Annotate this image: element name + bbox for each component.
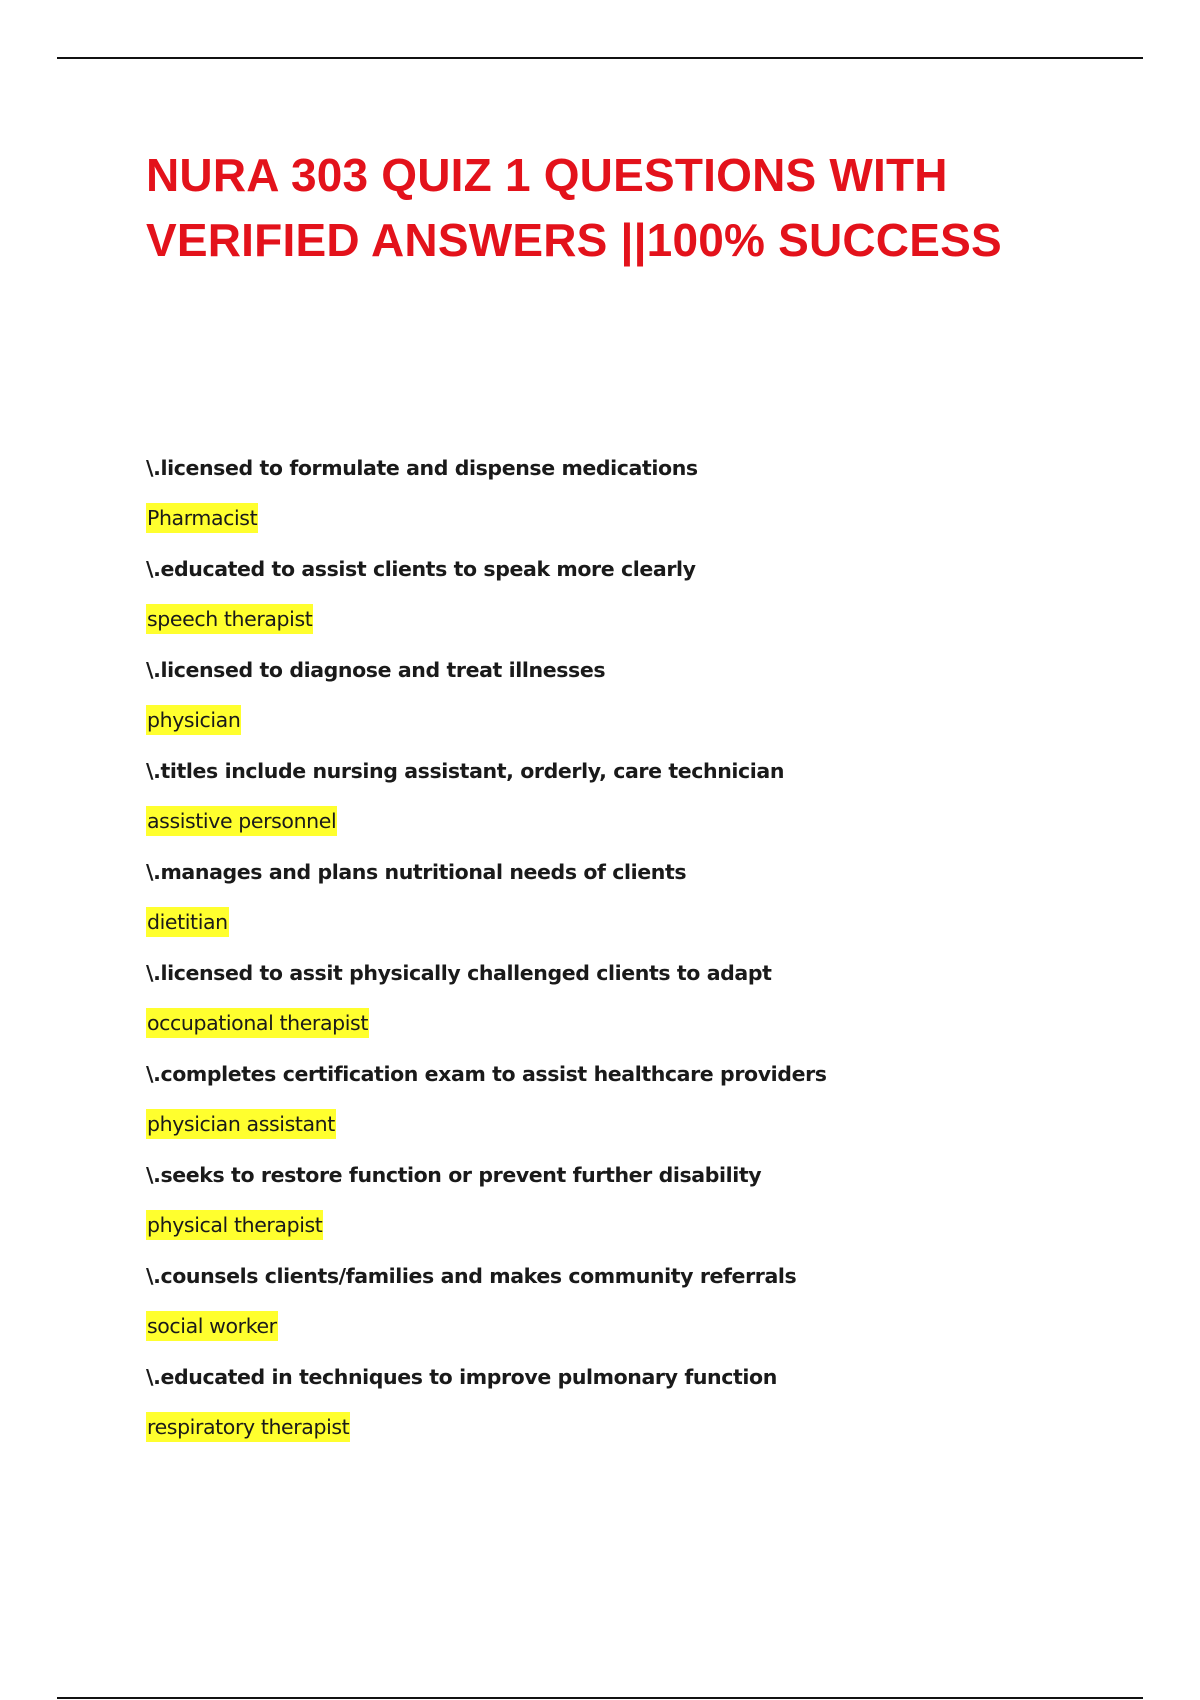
title-line-1: NURA 303 QUIZ 1 QUESTIONS WITH: [146, 149, 948, 201]
question-text: \.titles include nursing assistant, orderly, care technician: [146, 759, 785, 783]
qa-item: [146, 650, 1126, 751]
question-text: \.licensed to assit physically challenged clients to adapt: [146, 961, 772, 985]
header-rule: [57, 57, 1143, 59]
answer-highlight: social worker: [146, 1311, 278, 1341]
answer-highlight: assistive personnel: [146, 806, 337, 836]
answer-highlight: Pharmacist: [146, 503, 258, 533]
question-answer-list: [146, 448, 1126, 1458]
question-text: \.seeks to restore function or prevent further disability: [146, 1163, 762, 1187]
qa-item: [146, 549, 1126, 650]
qa-item: [146, 953, 1126, 1054]
question-text: \.completes certification exam to assist healthcare providers: [146, 1062, 827, 1086]
answer-highlight: physician assistant: [146, 1109, 336, 1139]
document-title: [146, 143, 1126, 273]
question-text: \.licensed to diagnose and treat illnesses: [146, 658, 606, 682]
title-line-2: VERIFIED ANSWERS ||100% SUCCESS: [146, 214, 1002, 266]
question-text: \.licensed to formulate and dispense medications: [146, 456, 698, 480]
qa-item: [146, 751, 1126, 852]
answer-highlight: respiratory therapist: [146, 1412, 350, 1442]
qa-item: [146, 1256, 1126, 1357]
qa-item: [146, 852, 1126, 953]
question-text: \.educated to assist clients to speak more clearly: [146, 557, 696, 581]
qa-item: [146, 1054, 1126, 1155]
answer-highlight: physician: [146, 705, 241, 735]
answer-highlight: physical therapist: [146, 1210, 323, 1240]
answer-highlight: dietitian: [146, 907, 229, 937]
qa-item: [146, 1357, 1126, 1458]
question-text: \.educated in techniques to improve pulmonary function: [146, 1365, 777, 1389]
question-text: \.counsels clients/families and makes community referrals: [146, 1264, 797, 1288]
footer-rule: [57, 1697, 1143, 1699]
qa-item: [146, 1155, 1126, 1256]
qa-item: [146, 448, 1126, 549]
answer-highlight: speech therapist: [146, 604, 313, 634]
answer-highlight: occupational therapist: [146, 1008, 369, 1038]
question-text: \.manages and plans nutritional needs of clients: [146, 860, 687, 884]
